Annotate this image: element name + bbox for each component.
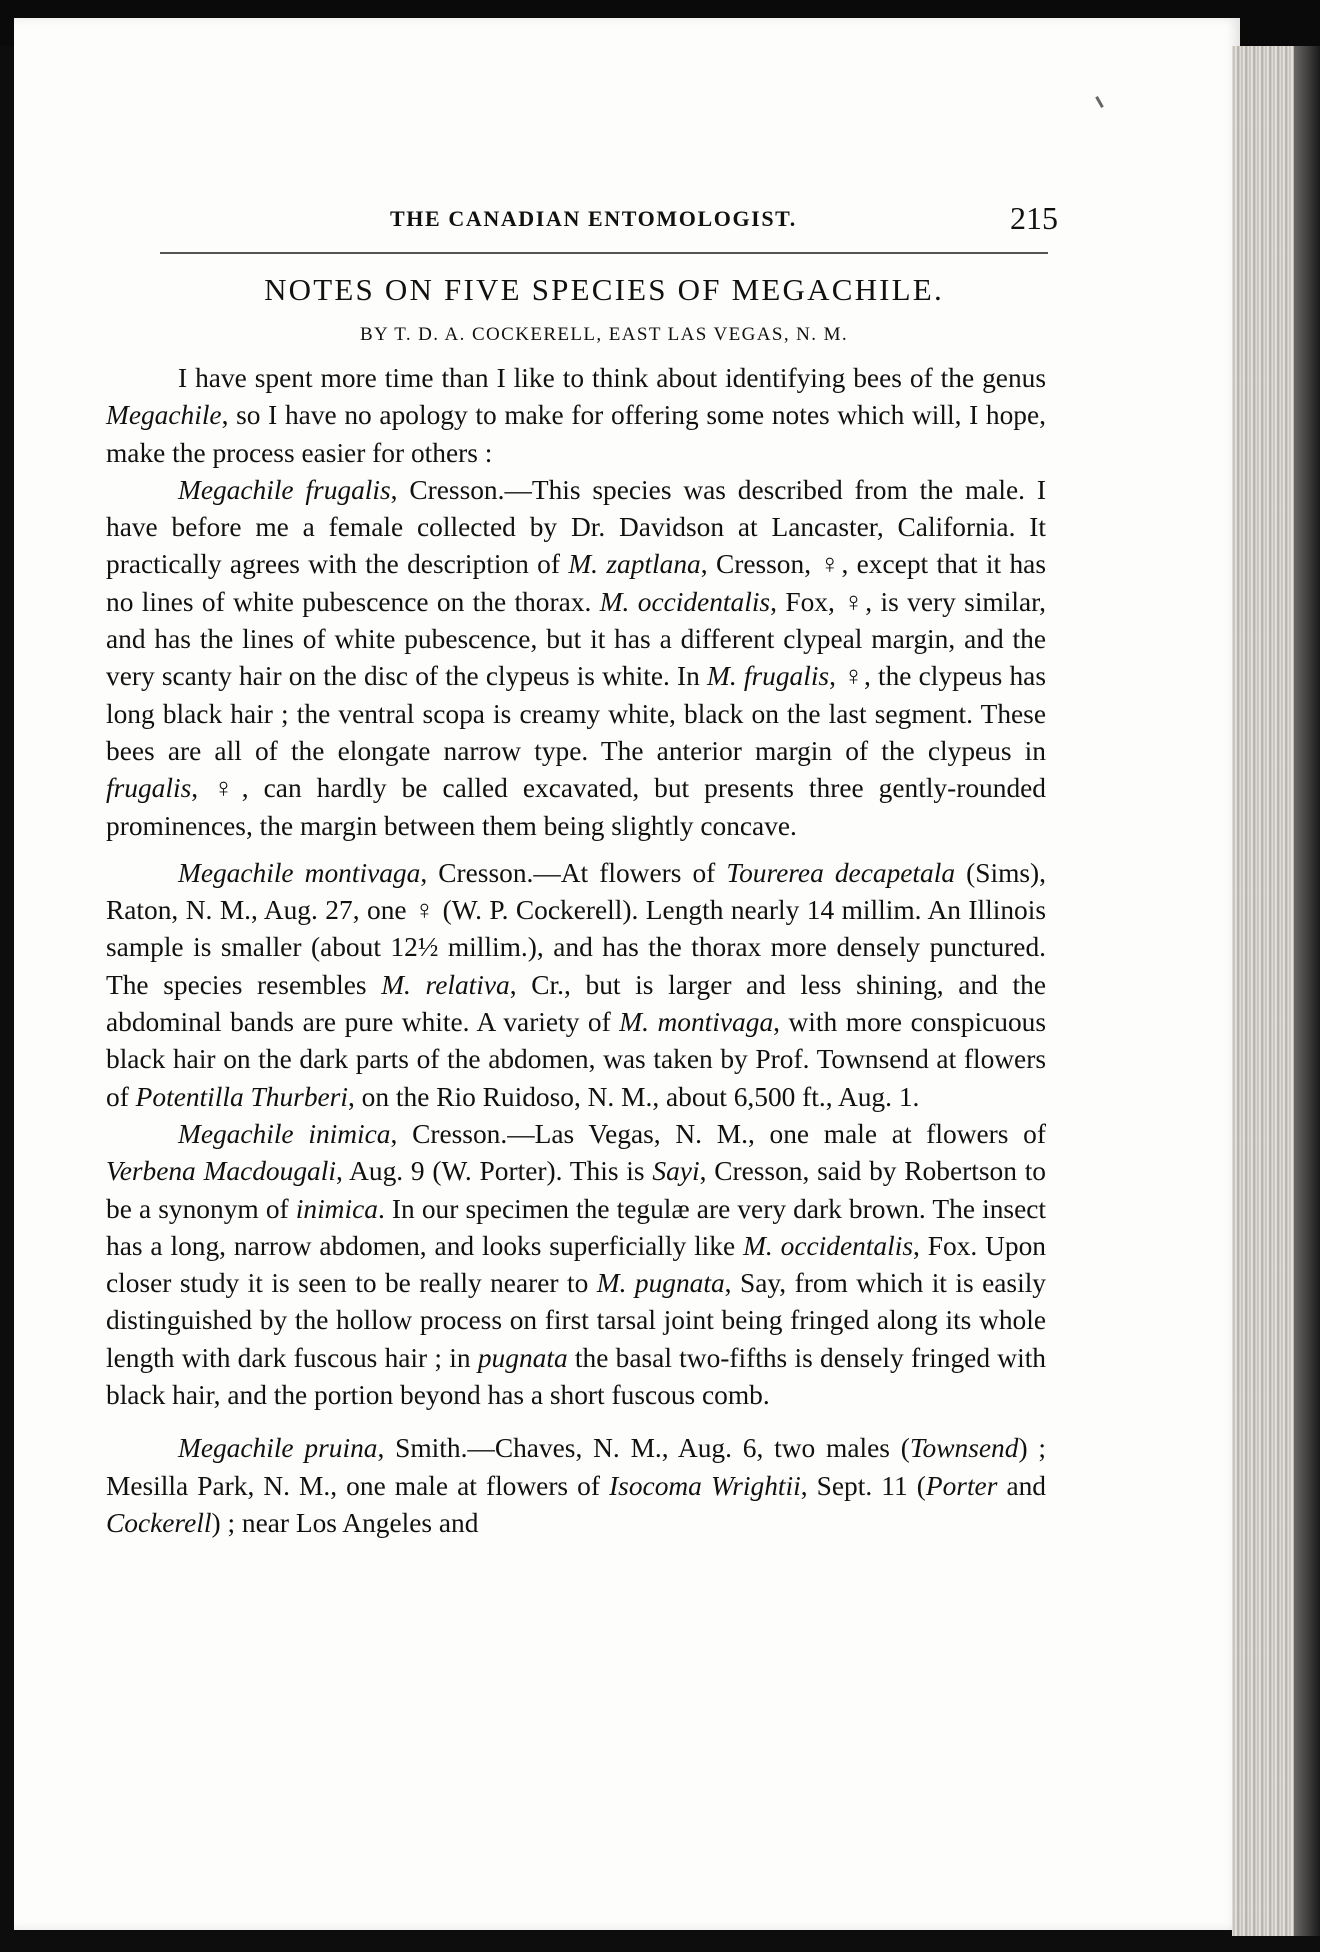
- italic-term: Megachile frugalis: [178, 474, 391, 505]
- italic-term: Megachile inimica: [178, 1118, 391, 1149]
- text-run: , Cr., but is larger and less shining, and the abdominal bands are pure white. A variety of: [106, 969, 1046, 1038]
- paragraph-pruina: [106, 1430, 1046, 1542]
- italic-term: Verbena Macdougali: [106, 1156, 336, 1187]
- text-run: , Cresson.—At flowers of: [420, 857, 727, 888]
- italic-term: frugalis: [106, 773, 192, 804]
- text-run: , Say, from which it is easily distinguished by the hollow process on first tarsal joint being fringed along its whole length with dark fuscous hair ; in: [106, 1268, 1046, 1373]
- text-run: and: [997, 1470, 1046, 1501]
- text-run: , Cresson, ♀, except that it has no lines of white pubescence on the thorax.: [106, 549, 1046, 617]
- text-run: , Cresson.—This species was described from the male. I have before me a female collected by Dr. Davidson at Lancaster, California. It practically agrees with the description of: [106, 474, 1046, 580]
- italic-term: Cockerell: [106, 1507, 212, 1538]
- italic-term: Isocoma Wrightii: [609, 1470, 801, 1501]
- italic-term: Sayi: [652, 1156, 700, 1187]
- text-run: , Cresson.—Las Vegas, N. M., one male at flowers of: [390, 1118, 1046, 1149]
- paragraph-frugalis: [106, 472, 1046, 845]
- text-run: I have spent more time than I like to think about identifying bees of the genus: [178, 363, 1046, 393]
- text-run: ) ; near Los Angeles and: [211, 1507, 479, 1538]
- italic-term: M. occidentalis: [599, 586, 771, 617]
- italic-term: Tourerea decapetala: [726, 857, 956, 888]
- italic-term: Porter: [925, 1470, 998, 1501]
- header-rule: [160, 252, 1048, 254]
- page-edges: [1232, 46, 1294, 1936]
- text-run: , Aug. 9 (W. Porter). This is: [335, 1156, 653, 1187]
- paragraph-intro: [106, 360, 1046, 472]
- text-run: . In our specimen the tegulæ are very dark brown. The insect has a long, narrow abdomen, and looks superficially like: [106, 1193, 1046, 1261]
- paragraph-inimica: [106, 1116, 1046, 1414]
- italic-term: inimica: [295, 1193, 378, 1224]
- text-run: , Fox. Upon closer study it is seen to be really nearer to: [106, 1230, 1046, 1299]
- article-title: NOTES ON FIVE SPECIES OF MEGACHILE.: [264, 272, 944, 307]
- text-run: , Sept. 11 (: [800, 1470, 926, 1501]
- text-run: , Cresson, said by Robertson to be a synonym of: [106, 1156, 1047, 1224]
- italic-term: M. pugnata: [596, 1268, 725, 1299]
- italic-term: Megachile: [106, 400, 222, 431]
- page-number: 215: [1010, 200, 1058, 236]
- italic-term: M. occidentalis: [743, 1230, 913, 1261]
- text-run: the basal two-fifths is densely fringed with black hair, and the portion beyond has a short fuscous comb.: [106, 1342, 1046, 1411]
- text-run: ) ; Mesilla Park, N. M., one male at flowers of: [106, 1433, 1046, 1501]
- italic-term: M. relativa: [381, 969, 510, 1000]
- text-run: , Fox, ♀, is very similar, and has the lines of white pubescence, but it has a different clypeal margin, and the very scanty hair on the disc of the clypeus is white. In: [106, 586, 1046, 692]
- text-run: , ♀, can hardly be called excavated, but presents three gently-rounded prominences, the margin between them being slightly concave.: [106, 773, 1046, 841]
- italic-term: Townsend: [909, 1433, 1019, 1464]
- binding-shadow: [1294, 46, 1320, 1936]
- italic-term: pugnata: [477, 1342, 568, 1373]
- italic-term: M. zaptlana: [568, 549, 701, 580]
- article-byline: BY T. D. A. COCKERELL, EAST LAS VEGAS, N. M.: [359, 324, 849, 345]
- text-run: , so I have no apology to make for offering some notes which will, I hope, make the process easier for others :: [106, 400, 1046, 468]
- paragraph-montivaga: [106, 855, 1046, 1116]
- text-run: , ♀, the clypeus has long black hair ; the ventral scopa is creamy white, black on the last segment. These bees are all of the elongate narrow type. The anterior margin of the clypeus in: [106, 661, 1046, 766]
- text-run: (Sims), Raton, N. M., Aug. 27, one ♀ (W. P. Cockerell). Length nearly 14 millim. An Illinois sample is smaller (about 12½ millim.), and has the thorax more densely punctured. The species resembles: [106, 857, 1047, 1000]
- italic-term: M. montivaga: [619, 1007, 774, 1038]
- italic-term: Megachile pruina: [178, 1433, 378, 1464]
- running-head: THE CANADIAN ENTOMOLOGIST.: [390, 206, 797, 231]
- text-run: , on the Rio Ruidoso, N. M., about 6,500 ft., Aug. 1.: [347, 1081, 920, 1112]
- text-run: , with more conspicuous black hair on the dark parts of the abdomen, was taken by Prof. Townsend at flowers of: [106, 1007, 1047, 1112]
- text-run: , Smith.—Chaves, N. M., Aug. 6, two males (: [377, 1433, 910, 1464]
- article-body: [106, 360, 1046, 1542]
- italic-term: Megachile montivaga: [178, 857, 421, 888]
- italic-term: Potentilla Thurberi: [135, 1081, 348, 1112]
- italic-term: M. frugalis: [707, 661, 830, 692]
